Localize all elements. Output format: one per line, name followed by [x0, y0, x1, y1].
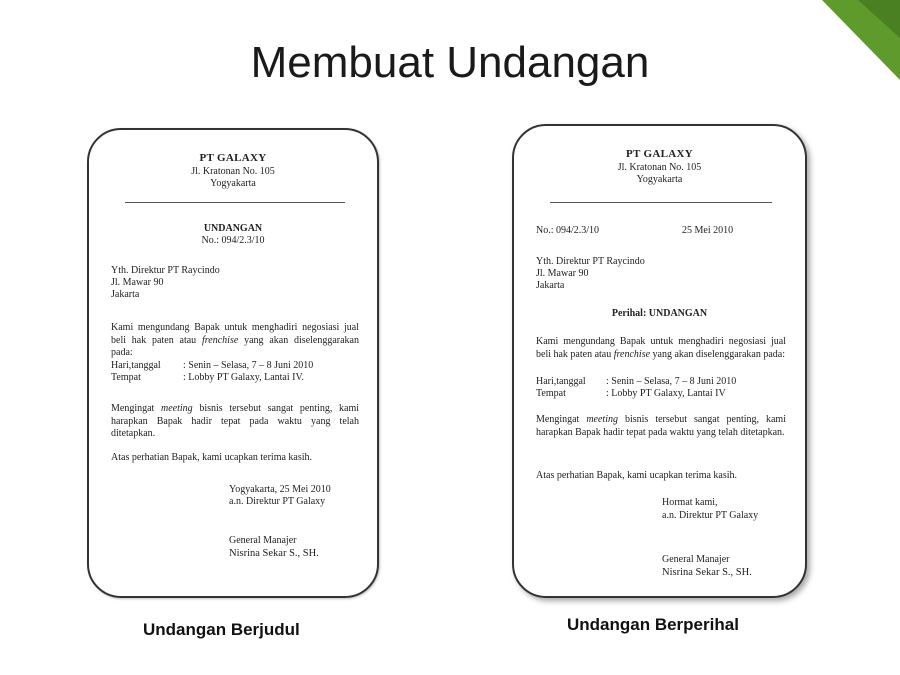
- company-address: Jl. Kratonan No. 105: [191, 166, 275, 177]
- letter-heading: UNDANGAN: [203, 223, 263, 234]
- caption-subject-invitation: Undangan Berperihal: [567, 615, 739, 634]
- company-city: Yogyakarta: [636, 174, 683, 185]
- recipient-line: Jl. Mawar 90: [536, 268, 589, 279]
- recipient-line: Jakarta: [536, 280, 565, 291]
- sign-place-date: Yogyakarta, 25 Mei 2010: [229, 484, 331, 495]
- letter-date: 25 Mei 2010: [682, 225, 734, 236]
- date-label: Hari,tanggal: [111, 360, 161, 371]
- sign-on-behalf: a.n. Direktur PT Galaxy: [662, 510, 759, 521]
- company-address: Jl. Kratonan No. 105: [617, 162, 702, 173]
- letterhead-divider: [550, 202, 772, 203]
- body-paragraph-2: Mengingat meeting bisnis tersebut sangat penting, kami harapkan Bapak hadir tepat pada waktu yang telah ditetapkan.: [536, 414, 786, 438]
- body-paragraph-1: Kami mengundang Bapak untuk menghadiri negosiasi jual beli hak paten atau frenchise yang akan diselenggarakan pada:: [536, 336, 786, 360]
- place-value: : Lobby PT Galaxy, Lantai IV: [606, 388, 726, 399]
- sign-on-behalf: a.n. Direktur PT Galaxy: [229, 496, 326, 507]
- sign-title: General Manajer: [662, 554, 730, 565]
- sign-greeting: Hormat kami,: [662, 497, 718, 508]
- date-label: Hari,tanggal: [536, 376, 586, 387]
- place-label: Tempat: [111, 372, 141, 383]
- body-paragraph-2: Mengingat meeting bisnis tersebut sangat penting, kami harapkan Bapak hadir tepat pada waktu yang telah ditetapkan.: [111, 403, 359, 439]
- recipient-line: Jakarta: [111, 289, 140, 300]
- caption-titled-invitation: Undangan Berjudul: [143, 620, 300, 639]
- company-name: PT GALAXY: [626, 148, 693, 160]
- recipient-line: Jl. Mawar 90: [111, 277, 164, 288]
- recipient-line: Yth. Direktur PT Raycindo: [536, 256, 645, 267]
- date-value: : Senin – Selasa, 7 – 8 Juni 2010: [183, 360, 314, 371]
- place-value: : Lobby PT Galaxy, Lantai IV.: [183, 372, 304, 383]
- company-city: Yogyakarta: [210, 178, 256, 189]
- closing-sentence: Atas perhatian Bapak, kami ucapkan terima kasih.: [536, 470, 738, 481]
- letterhead-divider: [125, 202, 345, 203]
- recipient-line: Yth. Direktur PT Raycindo: [111, 265, 220, 276]
- sign-title: General Manajer: [229, 535, 297, 546]
- sign-name: Nisrina Sekar S., SH.: [662, 567, 752, 578]
- slide-title: Membuat Undangan: [250, 38, 650, 87]
- sign-name: Nisrina Sekar S., SH.: [229, 548, 319, 559]
- letter-subject: [512, 124, 807, 598]
- closing-sentence: Atas perhatian Bapak, kami ucapkan terima kasih.: [111, 452, 313, 463]
- letter-number: No.: 094/2.3/10: [536, 225, 600, 236]
- place-label: Tempat: [536, 388, 566, 399]
- body-paragraph-1: Kami mengundang Bapak untuk menghadiri negosiasi jual beli hak paten atau frenchise yang akan diselenggarakan pada:: [111, 322, 359, 358]
- company-name: PT GALAXY: [199, 152, 267, 164]
- letter-titled: [87, 128, 379, 598]
- letter-number: No.: 094/2.3/10: [201, 235, 265, 246]
- letter-subject-line: Perihal: UNDANGAN: [611, 308, 708, 319]
- date-value: : Senin – Selasa, 7 – 8 Juni 2010: [606, 376, 737, 387]
